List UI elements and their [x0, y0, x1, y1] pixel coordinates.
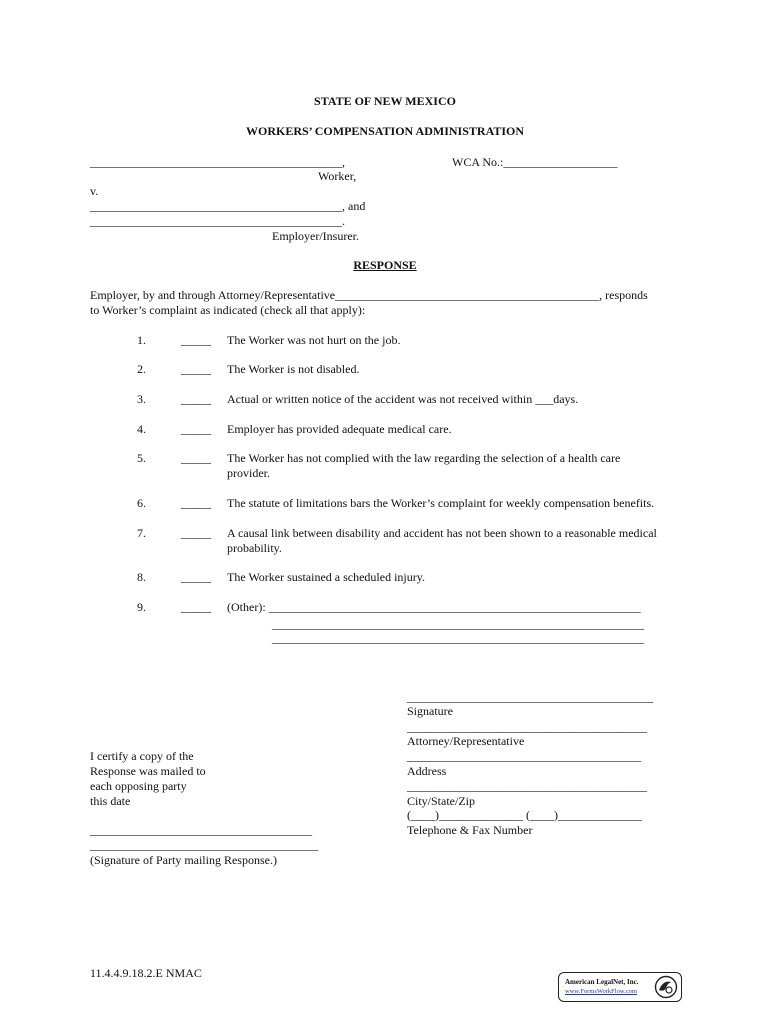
item-number: 9. — [137, 600, 146, 614]
employer-name-line[interactable]: __________________________________________, and — [90, 199, 366, 213]
item-text: Employer has provided adequate medical care. — [227, 422, 452, 436]
agency-title: WORKERS’ COMPENSATION ADMINISTRATION — [245, 124, 525, 138]
legalnet-badge[interactable] — [558, 972, 682, 1002]
attorney-label: Attorney/Representative — [407, 734, 525, 748]
address-label: Address — [407, 764, 447, 778]
attorney-line[interactable]: ________________________________________ — [407, 720, 647, 734]
item-text: The Worker was not hurt on the job. — [227, 333, 401, 347]
item-check-blank[interactable]: _____ — [181, 333, 211, 347]
worker-name-line[interactable]: __________________________________________, — [90, 155, 345, 169]
item-text: probability. — [227, 541, 282, 555]
item-check-blank[interactable]: _____ — [181, 362, 211, 376]
item-text: The Worker has not complied with the law regarding the selection of a health care — [227, 451, 621, 465]
versus-label: v. — [90, 184, 99, 198]
item-text: The statute of limitations bars the Worker’s complaint for weekly compensation benefits. — [227, 496, 655, 510]
item-number: 4. — [137, 422, 146, 436]
item-text: A causal link between disability and accident has not been shown to a reasonable medical — [227, 526, 657, 540]
certify-line-2: Response was mailed to — [90, 764, 206, 778]
item-number: 8. — [137, 570, 146, 584]
employer-insurer-label: Employer/Insurer. — [272, 229, 359, 243]
worker-label: Worker, — [318, 169, 357, 183]
other-line-2[interactable]: ______________________________________________________________ — [272, 617, 644, 631]
wca-number-field[interactable]: WCA No.:___________________ — [452, 155, 618, 169]
item-text: The Worker sustained a scheduled injury. — [227, 570, 425, 584]
item-check-blank[interactable]: _____ — [181, 600, 211, 614]
item-number: 1. — [137, 333, 146, 347]
item-number: 5. — [137, 451, 146, 465]
intro-line-2: to Worker’s complaint as indicated (check all that apply): — [90, 303, 366, 317]
item-number: 2. — [137, 362, 146, 376]
item-check-blank[interactable]: _____ — [181, 570, 211, 584]
address-line[interactable]: _______________________________________ — [407, 749, 641, 763]
item-check-blank[interactable]: _____ — [181, 526, 211, 540]
mailing-signature-line[interactable]: _____________________________________ — [90, 823, 312, 837]
response-heading: RESPONSE — [353, 258, 417, 272]
signature-label: Signature — [407, 704, 453, 718]
badge-url-link[interactable]: www.FormsWorkFlow.com — [565, 988, 637, 995]
city-state-zip-line[interactable]: ________________________________________ — [407, 779, 647, 793]
item-number: 7. — [137, 526, 146, 540]
badge-company-name: American LegalNet, Inc. — [565, 978, 639, 986]
item-check-blank[interactable]: _____ — [181, 422, 211, 436]
certify-line-4: this date — [90, 794, 131, 808]
item-check-blank[interactable]: _____ — [181, 451, 211, 465]
telephone-fax-label: Telephone & Fax Number — [407, 823, 533, 837]
item-check-blank[interactable]: _____ — [181, 392, 211, 406]
intro-line-1[interactable]: Employer, by and through Attorney/Representative____________________________________________, responds — [90, 288, 648, 302]
signature-line[interactable]: _________________________________________ — [407, 690, 653, 704]
state-title: STATE OF NEW MEXICO — [314, 94, 456, 108]
certify-line-1: I certify a copy of the — [90, 749, 194, 763]
mailing-signature-line-2[interactable]: ______________________________________ — [90, 838, 318, 852]
nmac-code: 11.4.4.9.18.2.E NMAC — [90, 966, 202, 980]
mailing-signature-label: (Signature of Party mailing Response.) — [90, 853, 277, 867]
city-state-zip-label: City/State/Zip — [407, 794, 475, 808]
certify-line-3: each opposing party — [90, 779, 187, 793]
item-number: 6. — [137, 496, 146, 510]
item-text: provider. — [227, 466, 270, 480]
other-line-3[interactable]: ______________________________________________________________ — [272, 631, 644, 645]
item-text[interactable]: (Other): ______________________________________________________________ — [227, 600, 641, 614]
telephone-fax-line[interactable]: (____)______________ (____)______________ — [407, 808, 642, 822]
item-number: 3. — [137, 392, 146, 406]
insurer-name-line[interactable]: __________________________________________. — [90, 214, 345, 228]
legalnet-logo-icon — [654, 975, 678, 999]
item-check-blank[interactable]: _____ — [181, 496, 211, 510]
item-text: Actual or written notice of the accident was not received within ___days. — [227, 392, 579, 406]
item-text: The Worker is not disabled. — [227, 362, 360, 376]
